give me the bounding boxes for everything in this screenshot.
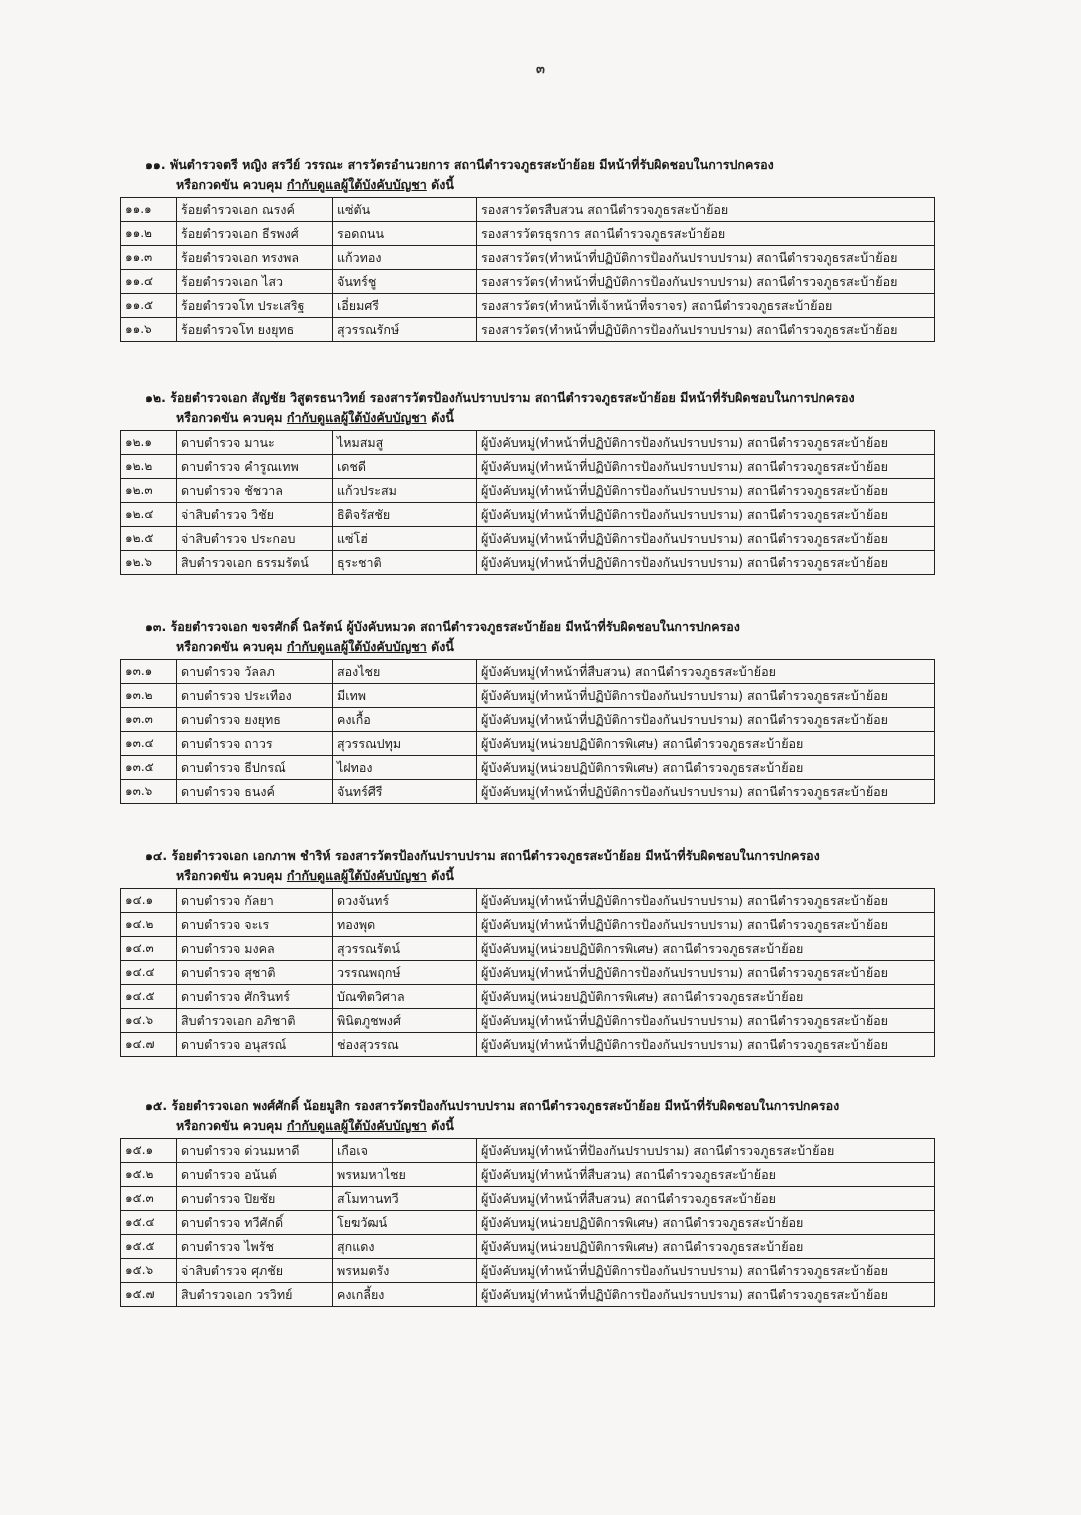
position-cell: รองสารวัตรธุรการ สถานีตำรวจภูธรสะบ้าย้อย bbox=[477, 222, 935, 246]
table-row bbox=[121, 684, 935, 708]
table-row bbox=[121, 961, 935, 985]
position-cell: ผู้บังคับหมู่(ทำหน้าที่ป้องกันปราบปราม) สถานีตำรวจภูธรสะบ้าย้อย bbox=[477, 1139, 935, 1163]
last-name-cell: รอดถนน bbox=[333, 222, 477, 246]
table-row bbox=[121, 455, 935, 479]
row-number-cell: ๑๑.๕ bbox=[121, 294, 177, 318]
last-name-cell: ไหมสมสู bbox=[333, 431, 477, 455]
row-number-cell: ๑๕.๖ bbox=[121, 1259, 177, 1283]
position-cell: ผู้บังคับหมู่(ทำหน้าที่ปฏิบัติการป้องกันปราบปราม) สถานีตำรวจภูธรสะบ้าย้อย bbox=[477, 431, 935, 455]
table-row bbox=[121, 1259, 935, 1283]
last-name-cell: เดชดี bbox=[333, 455, 477, 479]
row-number-cell: ๑๓.๖ bbox=[121, 780, 177, 804]
rank-first-name-cell: ดาบตำรวจ ทวีศักดิ์ bbox=[177, 1211, 333, 1235]
table-row bbox=[121, 527, 935, 551]
rank-first-name-cell: สิบตำรวจเอก อภิชาติ bbox=[177, 1009, 333, 1033]
rank-first-name-cell: ดาบตำรวจ จะเร bbox=[177, 913, 333, 937]
position-cell: ผู้บังคับหมู่(ทำหน้าที่ปฏิบัติการป้องกันปราบปราม) สถานีตำรวจภูธรสะบ้าย้อย bbox=[477, 889, 935, 913]
row-number-cell: ๑๔.๓ bbox=[121, 937, 177, 961]
last-name-cell: คงเกลี้ยง bbox=[333, 1283, 477, 1307]
table-row bbox=[121, 479, 935, 503]
table-row bbox=[121, 1139, 935, 1163]
subheading-prefix: หรือกวดขัน ควบคุม bbox=[176, 868, 287, 883]
table-row bbox=[121, 222, 935, 246]
last-name-cell: ธุระชาติ bbox=[333, 551, 477, 575]
table-row bbox=[121, 1009, 935, 1033]
row-number-cell: ๑๕.๒ bbox=[121, 1163, 177, 1187]
rank-first-name-cell: ร้อยตำรวจเอก ธีรพงศ์ bbox=[177, 222, 333, 246]
section-heading: ๑๕. ร้อยตำรวจเอก พงศ์ศักดิ์ น้อยมูสิก รองสารวัตรป้องกันปราบปราม สถานีตำรวจภูธรสะบ้าย้อย มีหน้าที่รับผิดชอบในการปกครอง bbox=[145, 1098, 840, 1113]
position-cell: รองสารวัตร(ทำหน้าที่ปฏิบัติการป้องกันปราบปราม) สถานีตำรวจภูธรสะบ้าย้อย bbox=[477, 318, 935, 342]
rank-first-name-cell: ดาบตำรวจ ประเทือง bbox=[177, 684, 333, 708]
row-number-cell: ๑๒.๕ bbox=[121, 527, 177, 551]
position-cell: ผู้บังคับหมู่(ทำหน้าที่ปฏิบัติการป้องกันปราบปราม) สถานีตำรวจภูธรสะบ้าย้อย bbox=[477, 503, 935, 527]
row-number-cell: ๑๒.๓ bbox=[121, 479, 177, 503]
last-name-cell: ธิติจรัสชัย bbox=[333, 503, 477, 527]
subordinate-table bbox=[120, 430, 935, 575]
section-heading: ๑๑. พันตำรวจตรี หญิง สรวีย์ วรรณะ สารวัตรอำนวยการ สถานีตำรวจภูธรสะบ้าย้อย มีหน้าที่รับผิดชอบในการปกครอง bbox=[145, 157, 774, 172]
table-row bbox=[121, 780, 935, 804]
position-cell: ผู้บังคับหมู่(ทำหน้าที่ปฏิบัติการป้องกันปราบปราม) สถานีตำรวจภูธรสะบ้าย้อย bbox=[477, 961, 935, 985]
table-row bbox=[121, 660, 935, 684]
page-number: ๓ bbox=[536, 62, 545, 77]
position-cell: ผู้บังคับหมู่(หน่วยปฏิบัติการพิเศษ) สถานีตำรวจภูธรสะบ้าย้อย bbox=[477, 732, 935, 756]
subheading-prefix: หรือกวดขัน ควบคุม bbox=[176, 1118, 287, 1133]
last-name-cell: พรหมตรัง bbox=[333, 1259, 477, 1283]
row-number-cell: ๑๔.๖ bbox=[121, 1009, 177, 1033]
last-name-cell: แซ่โฮ่ bbox=[333, 527, 477, 551]
table-row bbox=[121, 1187, 935, 1211]
table-row bbox=[121, 937, 935, 961]
last-name-cell: เอี่ยมศรี bbox=[333, 294, 477, 318]
rank-first-name-cell: ดาบตำรวจ คำรูณเทพ bbox=[177, 455, 333, 479]
position-cell: ผู้บังคับหมู่(ทำหน้าที่สืบสวน) สถานีตำรวจภูธรสะบ้าย้อย bbox=[477, 1187, 935, 1211]
table-row bbox=[121, 294, 935, 318]
last-name-cell: โยฆวัฒน์ bbox=[333, 1211, 477, 1235]
position-cell: รองสารวัตร(ทำหน้าที่ปฏิบัติการป้องกันปราบปราม) สถานีตำรวจภูธรสะบ้าย้อย bbox=[477, 270, 935, 294]
last-name-cell: ไฝทอง bbox=[333, 756, 477, 780]
position-cell: รองสารวัตรสืบสวน สถานีตำรวจภูธรสะบ้าย้อย bbox=[477, 198, 935, 222]
subheading-underlined: กำกับดูแลผู้ใต้บังคับบัญชา bbox=[286, 1118, 427, 1133]
position-cell: รองสารวัตร(ทำหน้าที่เจ้าหน้าที่จราจร) สถานีตำรวจภูธรสะบ้าย้อย bbox=[477, 294, 935, 318]
position-cell: ผู้บังคับหมู่(ทำหน้าที่สืบสวน) สถานีตำรวจภูธรสะบ้าย้อย bbox=[477, 660, 935, 684]
section-subheading bbox=[176, 175, 940, 195]
subordinate-table bbox=[120, 888, 935, 1057]
rank-first-name-cell: ดาบตำรวจ ธีปกรณ์ bbox=[177, 756, 333, 780]
table-row bbox=[121, 1283, 935, 1307]
rank-first-name-cell: ดาบตำรวจ ศักรินทร์ bbox=[177, 985, 333, 1009]
rank-first-name-cell: จ่าสิบตำรวจ ศุภชัย bbox=[177, 1259, 333, 1283]
table-row bbox=[121, 985, 935, 1009]
assignment-section bbox=[120, 846, 940, 1057]
table-row bbox=[121, 1211, 935, 1235]
position-cell: ผู้บังคับหมู่(ทำหน้าที่ปฏิบัติการป้องกันปราบปราม) สถานีตำรวจภูธรสะบ้าย้อย bbox=[477, 708, 935, 732]
row-number-cell: ๑๔.๕ bbox=[121, 985, 177, 1009]
section-heading: ๑๒. ร้อยตำรวจเอก สัญชัย วิสูตรธนาวิทย์ รองสารวัตรป้องกันปราบปราม สถานีตำรวจภูธรสะบ้าย้อย มีหน้าที่รับผิดชอบในการปกครอง bbox=[145, 390, 855, 405]
table-row bbox=[121, 431, 935, 455]
rank-first-name-cell: ดาบตำรวจ มงคล bbox=[177, 937, 333, 961]
table-row bbox=[121, 1235, 935, 1259]
row-number-cell: ๑๑.๒ bbox=[121, 222, 177, 246]
section-heading: ๑๓. ร้อยตำรวจเอก ขจรศักดิ์ นิลรัตน์ ผู้บังคับหมวด สถานีตำรวจภูธรสะบ้าย้อย มีหน้าที่รับผิดชอบในการปกครอง bbox=[145, 619, 740, 634]
rank-first-name-cell: ดาบตำรวจ ชัชวาล bbox=[177, 479, 333, 503]
position-cell: ผู้บังคับหมู่(ทำหน้าที่ปฏิบัติการป้องกันปราบปราม) สถานีตำรวจภูธรสะบ้าย้อย bbox=[477, 1033, 935, 1057]
position-cell: ผู้บังคับหมู่(หน่วยปฏิบัติการพิเศษ) สถานีตำรวจภูธรสะบ้าย้อย bbox=[477, 1235, 935, 1259]
row-number-cell: ๑๓.๔ bbox=[121, 732, 177, 756]
rank-first-name-cell: ร้อยตำรวจเอก ไสว bbox=[177, 270, 333, 294]
last-name-cell: สุกแดง bbox=[333, 1235, 477, 1259]
row-number-cell: ๑๒.๔ bbox=[121, 503, 177, 527]
section-subheading bbox=[176, 637, 940, 657]
subordinate-table bbox=[120, 197, 935, 342]
position-cell: ผู้บังคับหมู่(ทำหน้าที่ปฏิบัติการป้องกันปราบปราม) สถานีตำรวจภูธรสะบ้าย้อย bbox=[477, 551, 935, 575]
row-number-cell: ๑๔.๗ bbox=[121, 1033, 177, 1057]
section-subheading bbox=[176, 1116, 940, 1136]
last-name-cell: ช่องสุวรรณ bbox=[333, 1033, 477, 1057]
section-subheading bbox=[176, 408, 940, 428]
position-cell: ผู้บังคับหมู่(ทำหน้าที่ปฏิบัติการป้องกันปราบปราม) สถานีตำรวจภูธรสะบ้าย้อย bbox=[477, 455, 935, 479]
position-cell: ผู้บังคับหมู่(ทำหน้าที่สืบสวน) สถานีตำรวจภูธรสะบ้าย้อย bbox=[477, 1163, 935, 1187]
row-number-cell: ๑๔.๑ bbox=[121, 889, 177, 913]
assignment-section bbox=[120, 1096, 940, 1307]
position-cell: ผู้บังคับหมู่(ทำหน้าที่ปฏิบัติการป้องกันปราบปราม) สถานีตำรวจภูธรสะบ้าย้อย bbox=[477, 479, 935, 503]
rank-first-name-cell: ดาบตำรวจ ปิยชัย bbox=[177, 1187, 333, 1211]
position-cell: ผู้บังคับหมู่(ทำหน้าที่ปฏิบัติการป้องกันปราบปราม) สถานีตำรวจภูธรสะบ้าย้อย bbox=[477, 684, 935, 708]
position-cell: ผู้บังคับหมู่(หน่วยปฏิบัติการพิเศษ) สถานีตำรวจภูธรสะบ้าย้อย bbox=[477, 756, 935, 780]
last-name-cell: สุวรรณปทุม bbox=[333, 732, 477, 756]
row-number-cell: ๑๕.๔ bbox=[121, 1211, 177, 1235]
row-number-cell: ๑๓.๓ bbox=[121, 708, 177, 732]
subheading-underlined: กำกับดูแลผู้ใต้บังคับบัญชา bbox=[286, 868, 427, 883]
rank-first-name-cell: จ่าสิบตำรวจ วิชัย bbox=[177, 503, 333, 527]
rank-first-name-cell: ร้อยตำรวจโท ยงยุทธ bbox=[177, 318, 333, 342]
row-number-cell: ๑๓.๒ bbox=[121, 684, 177, 708]
rank-first-name-cell: ดาบตำรวจ วัลลภ bbox=[177, 660, 333, 684]
section-heading: ๑๔. ร้อยตำรวจเอก เอกภาพ ชำริห์ รองสารวัตรป้องกันปราบปราม สถานีตำรวจภูธรสะบ้าย้อย มีหน้าที่รับผิดชอบในการปกครอง bbox=[145, 848, 820, 863]
rank-first-name-cell: ร้อยตำรวจเอก ทรงพล bbox=[177, 246, 333, 270]
position-cell: ผู้บังคับหมู่(หน่วยปฏิบัติการพิเศษ) สถานีตำรวจภูธรสะบ้าย้อย bbox=[477, 1211, 935, 1235]
row-number-cell: ๑๕.๕ bbox=[121, 1235, 177, 1259]
rank-first-name-cell: ดาบตำรวจ ธนงค์ bbox=[177, 780, 333, 804]
table-row bbox=[121, 1163, 935, 1187]
row-number-cell: ๑๒.๒ bbox=[121, 455, 177, 479]
last-name-cell: วรรณพฤกษ์ bbox=[333, 961, 477, 985]
last-name-cell: พรหมหาไชย bbox=[333, 1163, 477, 1187]
table-row bbox=[121, 551, 935, 575]
subordinate-table bbox=[120, 1138, 935, 1307]
assignment-section bbox=[120, 617, 940, 804]
row-number-cell: ๑๔.๔ bbox=[121, 961, 177, 985]
rank-first-name-cell: ร้อยตำรวจเอก ณรงค์ bbox=[177, 198, 333, 222]
last-name-cell: เกือเจ bbox=[333, 1139, 477, 1163]
row-number-cell: ๑๓.๕ bbox=[121, 756, 177, 780]
subordinate-table bbox=[120, 659, 935, 804]
subheading-underlined: กำกับดูแลผู้ใต้บังคับบัญชา bbox=[286, 177, 427, 192]
row-number-cell: ๑๒.๖ bbox=[121, 551, 177, 575]
position-cell: ผู้บังคับหมู่(ทำหน้าที่ปฏิบัติการป้องกันปราบปราม) สถานีตำรวจภูธรสะบ้าย้อย bbox=[477, 527, 935, 551]
rank-first-name-cell: ดาบตำรวจ ถาวร bbox=[177, 732, 333, 756]
rank-first-name-cell: ดาบตำรวจ อนุสรณ์ bbox=[177, 1033, 333, 1057]
rank-first-name-cell: ดาบตำรวจ ไพรัช bbox=[177, 1235, 333, 1259]
table-row bbox=[121, 246, 935, 270]
rank-first-name-cell: สิบตำรวจเอก วรวิทย์ bbox=[177, 1283, 333, 1307]
table-row bbox=[121, 270, 935, 294]
rank-first-name-cell: สิบตำรวจเอก ธรรมรัตน์ bbox=[177, 551, 333, 575]
table-row bbox=[121, 756, 935, 780]
row-number-cell: ๑๑.๖ bbox=[121, 318, 177, 342]
rank-first-name-cell: ดาบตำรวจ มานะ bbox=[177, 431, 333, 455]
last-name-cell: จันทร์ชู bbox=[333, 270, 477, 294]
last-name-cell: แก้วทอง bbox=[333, 246, 477, 270]
table-row bbox=[121, 913, 935, 937]
position-cell: ผู้บังคับหมู่(ทำหน้าที่ปฏิบัติการป้องกันปราบปราม) สถานีตำรวจภูธรสะบ้าย้อย bbox=[477, 1283, 935, 1307]
rank-first-name-cell: ดาบตำรวจ อนันต์ bbox=[177, 1163, 333, 1187]
rank-first-name-cell: ดาบตำรวจ ยงยุทธ bbox=[177, 708, 333, 732]
subheading-underlined: กำกับดูแลผู้ใต้บังคับบัญชา bbox=[286, 410, 427, 425]
subheading-suffix: ดังนี้ bbox=[426, 1118, 454, 1133]
position-cell: ผู้บังคับหมู่(ทำหน้าที่ปฏิบัติการป้องกันปราบปราม) สถานีตำรวจภูธรสะบ้าย้อย bbox=[477, 780, 935, 804]
subheading-prefix: หรือกวดขัน ควบคุม bbox=[176, 410, 287, 425]
last-name-cell: พินิตภูชพงศ์ bbox=[333, 1009, 477, 1033]
last-name-cell: สุวรรณรักษ์ bbox=[333, 318, 477, 342]
rank-first-name-cell: จ่าสิบตำรวจ ประกอบ bbox=[177, 527, 333, 551]
table-row bbox=[121, 503, 935, 527]
table-row bbox=[121, 318, 935, 342]
subheading-suffix: ดังนี้ bbox=[426, 177, 454, 192]
position-cell: ผู้บังคับหมู่(ทำหน้าที่ปฏิบัติการป้องกันปราบปราม) สถานีตำรวจภูธรสะบ้าย้อย bbox=[477, 1259, 935, 1283]
last-name-cell: มีเทพ bbox=[333, 684, 477, 708]
last-name-cell: แซ่ตัน bbox=[333, 198, 477, 222]
rank-first-name-cell: ดาบตำรวจ สุชาติ bbox=[177, 961, 333, 985]
row-number-cell: ๑๑.๔ bbox=[121, 270, 177, 294]
rank-first-name-cell: ร้อยตำรวจโท ประเสริฐ bbox=[177, 294, 333, 318]
last-name-cell: สองไชย bbox=[333, 660, 477, 684]
position-cell: ผู้บังคับหมู่(ทำหน้าที่ปฏิบัติการป้องกันปราบปราม) สถานีตำรวจภูธรสะบ้าย้อย bbox=[477, 913, 935, 937]
last-name-cell: คงเกื้อ bbox=[333, 708, 477, 732]
row-number-cell: ๑๓.๑ bbox=[121, 660, 177, 684]
rank-first-name-cell: ดาบตำรวจ กัลยา bbox=[177, 889, 333, 913]
subheading-prefix: หรือกวดขัน ควบคุม bbox=[176, 177, 287, 192]
position-cell: ผู้บังคับหมู่(หน่วยปฏิบัติการพิเศษ) สถานีตำรวจภูธรสะบ้าย้อย bbox=[477, 985, 935, 1009]
table-row bbox=[121, 732, 935, 756]
last-name-cell: ทองพุด bbox=[333, 913, 477, 937]
position-cell: ผู้บังคับหมู่(ทำหน้าที่ปฏิบัติการป้องกันปราบปราม) สถานีตำรวจภูธรสะบ้าย้อย bbox=[477, 1009, 935, 1033]
table-row bbox=[121, 198, 935, 222]
row-number-cell: ๑๕.๗ bbox=[121, 1283, 177, 1307]
table-row bbox=[121, 708, 935, 732]
last-name-cell: ดวงจันทร์ bbox=[333, 889, 477, 913]
assignment-section bbox=[120, 155, 940, 342]
assignment-section bbox=[120, 388, 940, 575]
row-number-cell: ๑๕.๓ bbox=[121, 1187, 177, 1211]
section-subheading bbox=[176, 866, 940, 886]
row-number-cell: ๑๑.๑ bbox=[121, 198, 177, 222]
last-name-cell: สุวรรณรัตน์ bbox=[333, 937, 477, 961]
last-name-cell: แก้วประสม bbox=[333, 479, 477, 503]
row-number-cell: ๑๔.๒ bbox=[121, 913, 177, 937]
row-number-cell: ๑๕.๑ bbox=[121, 1139, 177, 1163]
row-number-cell: ๑๒.๑ bbox=[121, 431, 177, 455]
row-number-cell: ๑๑.๓ bbox=[121, 246, 177, 270]
position-cell: รองสารวัตร(ทำหน้าที่ปฏิบัติการป้องกันปราบปราม) สถานีตำรวจภูธรสะบ้าย้อย bbox=[477, 246, 935, 270]
last-name-cell: จันทร์ศีรี bbox=[333, 780, 477, 804]
subheading-suffix: ดังนี้ bbox=[426, 639, 454, 654]
subheading-suffix: ดังนี้ bbox=[426, 410, 454, 425]
rank-first-name-cell: ดาบตำรวจ ด่วนมหาดี bbox=[177, 1139, 333, 1163]
subheading-underlined: กำกับดูแลผู้ใต้บังคับบัญชา bbox=[286, 639, 427, 654]
last-name-cell: บัณฑิตวิศาล bbox=[333, 985, 477, 1009]
table-row bbox=[121, 1033, 935, 1057]
last-name-cell: สโมทานทวี bbox=[333, 1187, 477, 1211]
position-cell: ผู้บังคับหมู่(หน่วยปฏิบัติการพิเศษ) สถานีตำรวจภูธรสะบ้าย้อย bbox=[477, 937, 935, 961]
subheading-prefix: หรือกวดขัน ควบคุม bbox=[176, 639, 287, 654]
subheading-suffix: ดังนี้ bbox=[426, 868, 454, 883]
table-row bbox=[121, 889, 935, 913]
